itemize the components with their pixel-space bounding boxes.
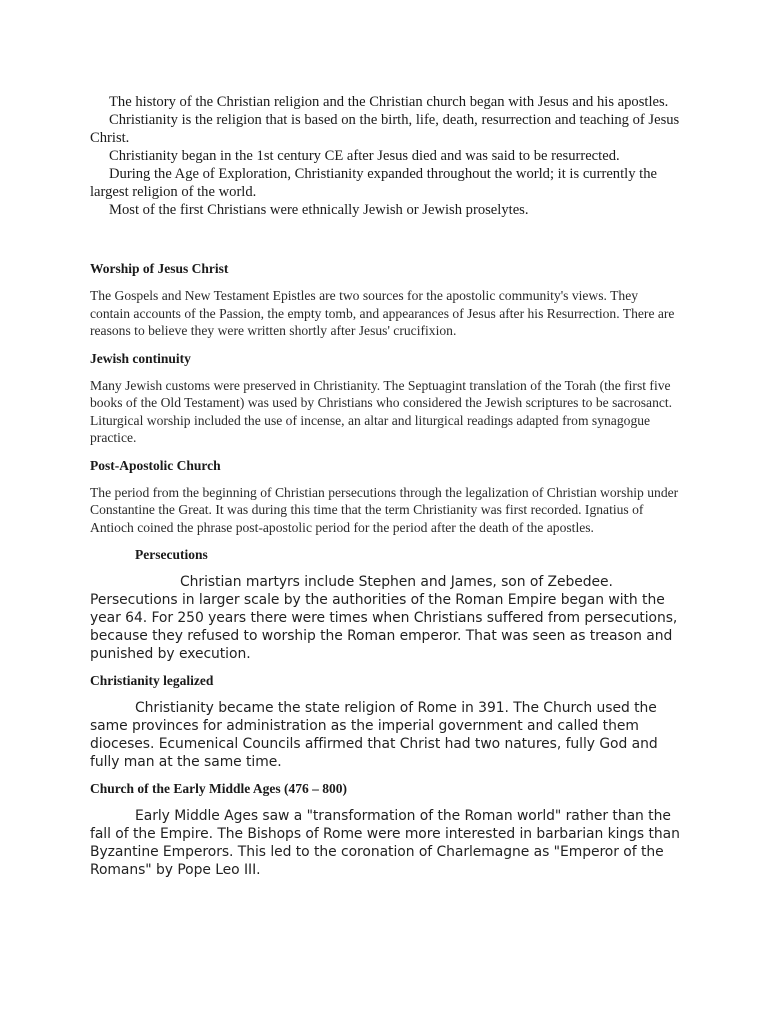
section-body: The period from the beginning of Christian persecutions through the legalization of Christian worship under Constantine the Great. It was during this time that the term Christianity was first recorded. Ignatius of Antioch coined the phrase post-apostolic period for the period after the death of the apostles.	[90, 484, 679, 535]
section-body: Many Jewish customs were preserved in Christianity. The Septuagint translation of the Torah (the first five books of the Old Testament) was used by Christians who considered the Jewish scriptures to be sacrosanct. Liturgical worship included the use of incense, an altar and liturgical readings adapted from synagogue practice.	[90, 377, 673, 445]
section-worship-of-jesus	[90, 260, 680, 340]
section-body: Early Middle Ages saw a "transformation of the Roman world" rather than the fall of the Empire. The Bishops of Rome were more interested in barbarian kings than Byzantine Emperors. This led to the coronation of Charlemagne as "Emperor of the Romans" by Pope Leo III.	[90, 808, 680, 878]
intro-paragraph: Christianity began in the 1st century CE after Jesus died and was said to be resurrected.	[109, 148, 620, 164]
section-christianity-legalized	[90, 672, 680, 771]
section-heading: Christianity legalized	[90, 673, 214, 688]
section-post-apostolic-church	[90, 457, 680, 537]
intro-paragraph: Christianity is the religion that is based on the birth, life, death, resurrection and teaching of Jesus Christ.	[90, 112, 680, 146]
section-persecutions	[90, 546, 680, 663]
section-body: The Gospels and New Testament Epistles are two sources for the apostolic community's views. They contain accounts of the Passion, the empty tomb, and appearances of Jesus after his Resurrection. There are reasons to believe they were written shortly after Jesus' crucifixion.	[90, 288, 675, 338]
section-early-middle-ages	[90, 780, 680, 879]
document-page	[90, 93, 680, 888]
intro-paragraph: The history of the Christian religion and the Christian church began with Jesus and his apostles.	[109, 94, 669, 110]
section-body: Christianity became the state religion of Rome in 391. The Church used the same provinces for administration as the imperial government and called them dioceses. Ecumenical Councils affirmed that Christ had two natures, fully God and fully man at the same time.	[90, 700, 658, 770]
section-jewish-continuity	[90, 350, 680, 447]
intro-paragraph: Most of the first Christians were ethnically Jewish or Jewish proselytes.	[109, 202, 529, 218]
section-heading: Worship of Jesus Christ	[90, 261, 229, 276]
intro-paragraph: During the Age of Exploration, Christianity expanded throughout the world; it is currently the largest religion of the world.	[90, 166, 657, 200]
section-body: Christian martyrs include Stephen and James, son of Zebedee. Persecutions in larger scale by the authorities of the Roman Empire began with the year 64. For 250 years there were times when Christians suffered from persecutions, because they refused to worship the Roman emperor. That was seen as treason and punished by execution.	[90, 574, 678, 662]
section-heading: Church of the Early Middle Ages (476 – 800)	[90, 781, 347, 796]
intro-section	[90, 93, 680, 219]
section-heading: Persecutions	[135, 547, 208, 562]
section-heading: Post-Apostolic Church	[90, 457, 221, 473]
section-heading: Jewish continuity	[90, 350, 191, 366]
